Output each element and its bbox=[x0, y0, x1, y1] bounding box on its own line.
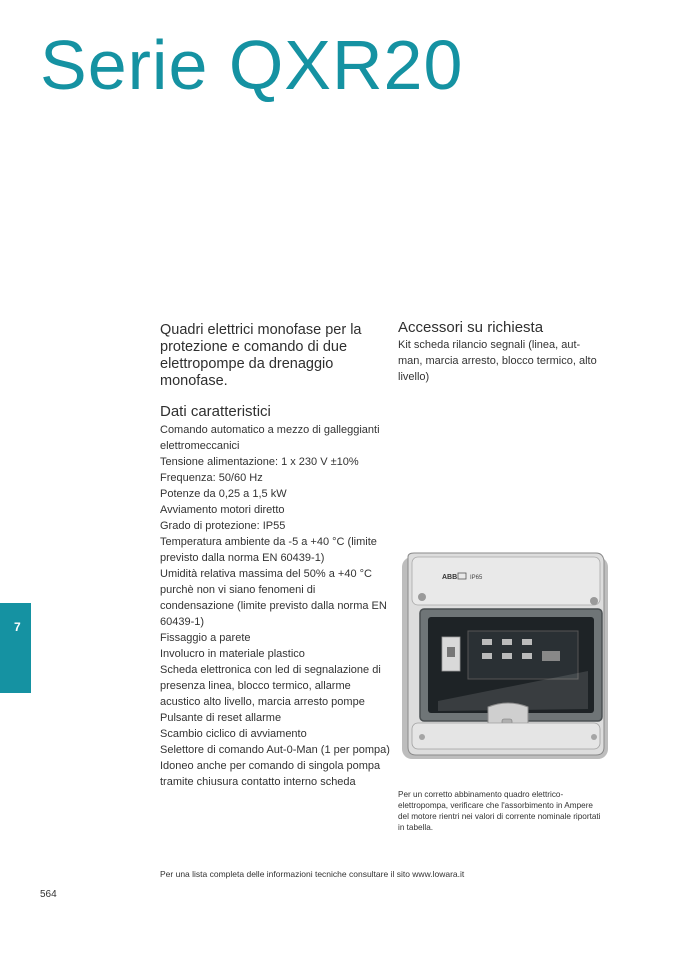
spec-item: Fissaggio a parete bbox=[160, 632, 251, 644]
spec-item: Temperatura ambiente da -5 a +40 °C (limite previsto dalla norma EN 60439-1) bbox=[160, 536, 377, 564]
spec-item: Grado di protezione: IP55 bbox=[160, 520, 286, 532]
brand-label: ABB bbox=[442, 574, 458, 581]
specs-list bbox=[160, 422, 390, 790]
spec-item: Potenze da 0,25 a 1,5 kW bbox=[160, 488, 287, 500]
spec-item: Pulsante di reset allarme bbox=[160, 712, 282, 724]
rating-label: IP65 bbox=[470, 575, 483, 581]
accessories-heading: Accessori su richiesta bbox=[398, 319, 544, 336]
spec-item: Involucro in materiale plastico bbox=[160, 648, 305, 660]
accessories-text: Kit scheda rilancio segnali (linea, aut-man, marcia arresto, blocco termico, alto livello) bbox=[398, 339, 597, 383]
photo-caption: Per un corretto abbinamento quadro elettrico-elettropompa, verificare che l'assorbimento in Ampere del motore rientri nei valori di corrente nominale riportati in tabella. bbox=[398, 790, 601, 832]
spec-item: Selettore di comando Aut-0-Man (1 per pompa) bbox=[160, 744, 390, 756]
page-title: Serie QXR20 bbox=[40, 26, 464, 104]
specs-heading: Dati caratteristici bbox=[160, 403, 271, 420]
section-number: 7 bbox=[14, 620, 21, 634]
page-number: 564 bbox=[40, 889, 57, 900]
spec-item: Umidità relativa massima del 50% a +40 °C purchè non vi siano fenomeni di condensazione (limite previsto dalla norma EN 60439-1) bbox=[160, 568, 387, 628]
section-tab bbox=[0, 603, 31, 693]
spec-item: Idoneo anche per comando di singola pompa tramite chiusura contatto interno scheda bbox=[160, 760, 381, 788]
control-panel-photo bbox=[398, 551, 610, 761]
spec-item: Scambio ciclico di avviamento bbox=[160, 728, 307, 740]
spec-item: Comando automatico a mezzo di galleggianti elettromeccanici bbox=[160, 424, 380, 452]
footer-note: Per una lista completa delle informazioni tecniche consultare il sito www.lowara.it bbox=[160, 869, 465, 879]
spec-item: Frequenza: 50/60 Hz bbox=[160, 472, 263, 484]
spec-item: Avviamento motori diretto bbox=[160, 504, 285, 516]
spec-item: Tensione alimentazione: 1 x 230 V ±10% bbox=[160, 456, 359, 468]
lead-paragraph: Quadri elettrici monofase per la protezione e comando di due elettropompe da drenaggio monofase. bbox=[160, 322, 362, 389]
spec-item: Scheda elettronica con led di segnalazione di presenza linea, blocco termico, allarme acustico alto livello, marcia arresto pompe bbox=[160, 664, 381, 708]
